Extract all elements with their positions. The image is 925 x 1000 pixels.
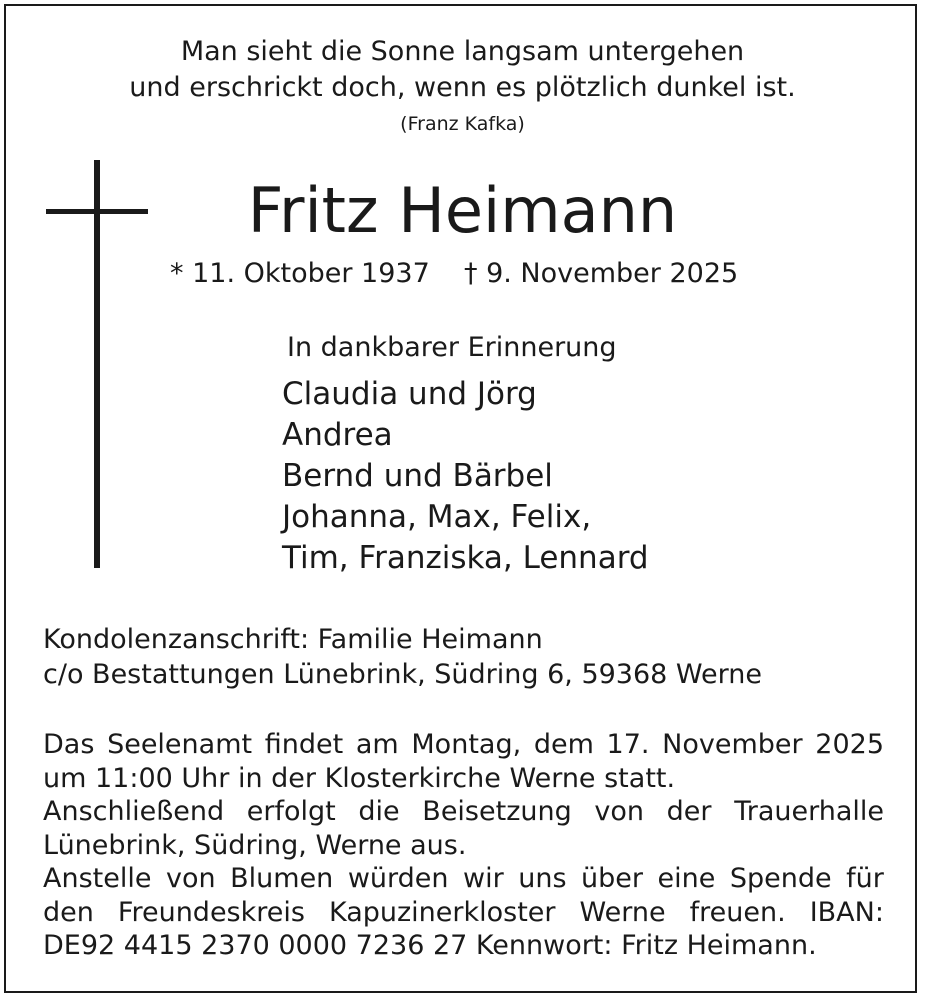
info-word: Freundeskreis [117,896,305,928]
info-word: Anschließend [43,796,225,827]
info-line-7: DE92 4415 2370 0000 7236 27 Kennwort: Fritz Heimann. [43,930,817,961]
info-word: November [662,729,803,760]
info-word: Spende [729,863,832,894]
info-line-4: Lünebrink, Südring, Werne aus. [43,829,467,861]
mourner-item: Tim, Franziska, Lennard [282,540,649,576]
info-line-3 [43,795,884,829]
info-word: Werne [579,896,666,928]
service-info [43,728,884,963]
condolence-address [43,622,762,692]
info-word: 17. [606,729,650,760]
quote-line-1: Man sieht die Sonne langsam untergehen [180,36,745,67]
info-word: dem [533,729,594,760]
birth-date: * 11. Oktober 1937 [170,258,430,289]
info-word: findet [264,729,344,760]
quote-author: (Franz Kafka) [400,113,525,135]
info-word: 2025 [815,729,884,760]
info-word: von [594,796,645,827]
info-word: Blumen [230,863,334,894]
death-date: † 9. November 2025 [464,258,739,289]
cross-icon-horizontal [46,209,148,214]
info-word: der [666,796,712,827]
info-line-5 [43,862,884,896]
info-word: eine [657,863,716,894]
mourner-item: Bernd und Bärbel [282,458,553,494]
info-word: für [846,863,884,894]
info-word: Anstelle [43,863,152,894]
info-word: den [43,896,94,928]
cross-icon-vertical [94,160,100,568]
info-word: Montag, [411,729,522,760]
quote-line-2: und erschrickt doch, wenn es plötzlich dunkel ist. [129,72,796,103]
mourners-list [282,374,649,579]
info-word: erfolgt [246,796,336,827]
info-word: Kapuzinerkloster [328,896,556,928]
info-line-2: um 11:00 Uhr in der Klosterkirche Werne statt. [43,762,676,794]
deceased-name: Fritz Heimann [247,174,678,247]
info-word: die [358,796,400,827]
mourner-item: Claudia und Jörg [282,376,537,412]
info-word: am [355,729,399,760]
address-line-2: c/o Bestattungen Lünebrink, Südring 6, 59368 Werne [43,659,762,690]
info-line-6 [43,896,884,930]
info-word: IBAN: [809,896,884,928]
remembrance-line: In dankbarer Erinnerung [287,332,617,363]
info-word: von [165,863,216,894]
info-word: Das [43,729,95,760]
info-word: Beisetzung [422,796,572,827]
info-word: wir [463,863,504,894]
info-word: uns [518,863,567,894]
info-word: würden [347,863,449,894]
info-word: freuen. [689,896,786,928]
info-word: Trauerhalle [734,796,884,827]
info-line-1 [43,728,884,762]
info-word: über [581,863,643,894]
mourner-item: Johanna, Max, Felix, [282,499,592,535]
address-line-1: Kondolenzanschrift: Familie Heimann [43,624,543,655]
mourner-item: Andrea [282,417,393,453]
info-word: Seelenamt [107,729,253,760]
